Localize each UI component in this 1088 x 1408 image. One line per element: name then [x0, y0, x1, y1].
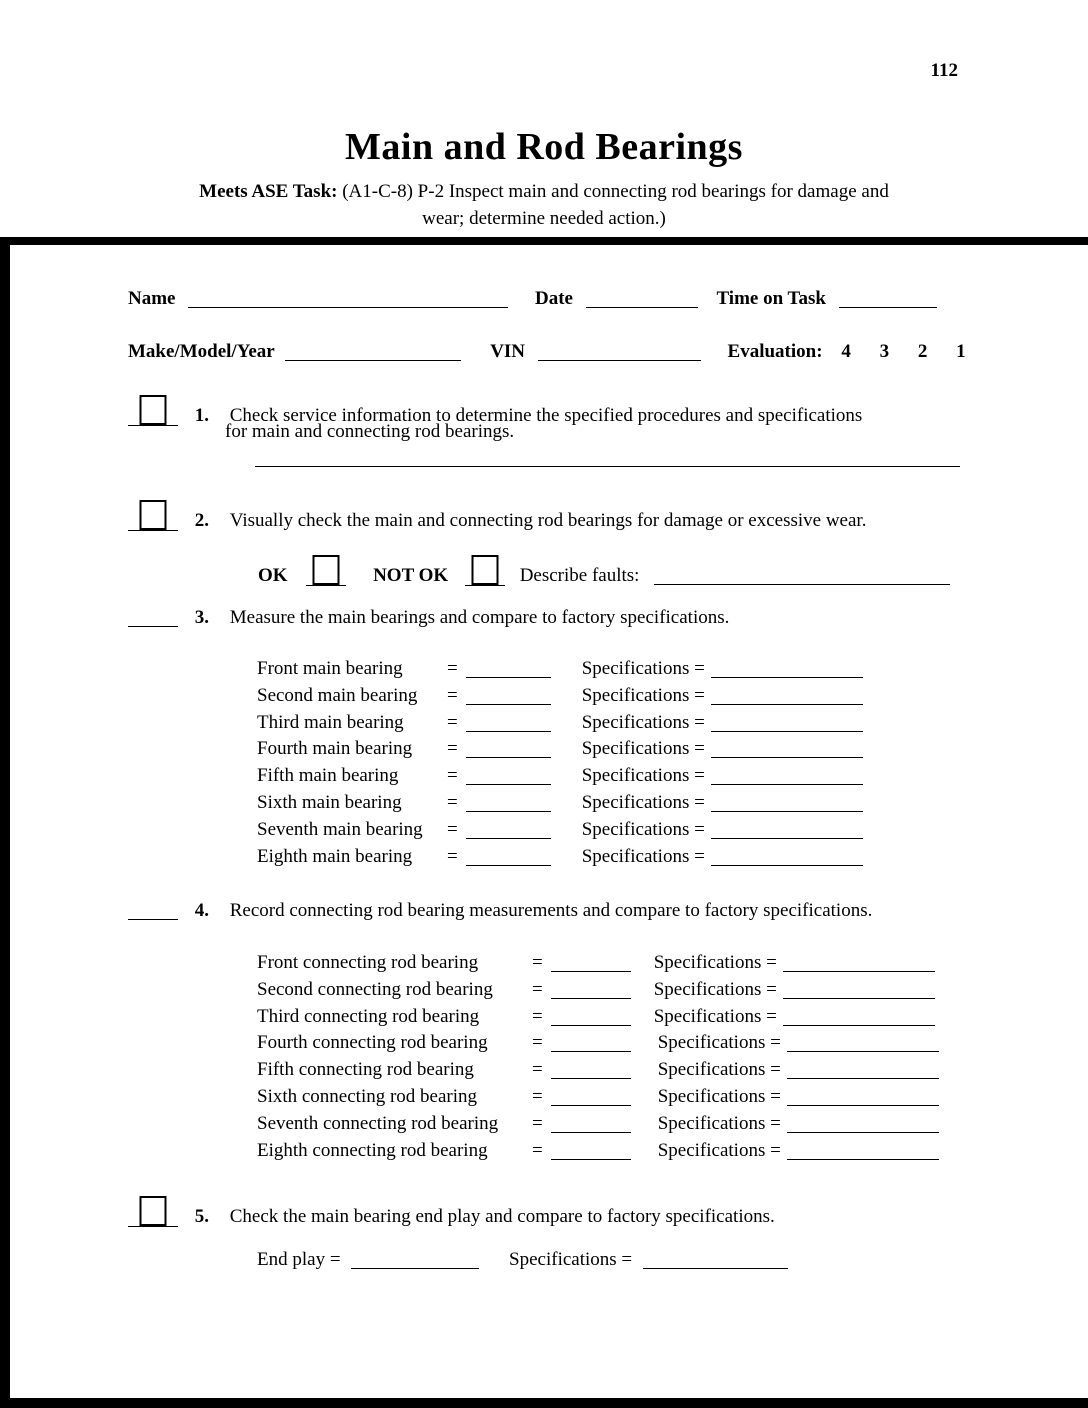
date-blank — [586, 305, 698, 308]
spec-blank — [711, 755, 863, 758]
date-label: Date — [534, 288, 573, 309]
ase-task-text-line2: wear; determine needed action.) — [422, 208, 666, 229]
task-2-checkbox — [140, 500, 167, 530]
spec-blank — [783, 1023, 935, 1026]
evaluation-score-4: 4 — [841, 341, 851, 362]
not-ok-checkbox-line — [465, 551, 505, 586]
task-5-header — [128, 1192, 775, 1230]
divider-rule — [0, 237, 1088, 245]
end-play-blank — [351, 1266, 479, 1269]
not-ok-label: NOT OK — [373, 565, 449, 586]
main-bearing-row: Second main bearing = Specifications = — [257, 683, 863, 710]
measurement-blank — [466, 782, 551, 785]
task-5-number: 5. — [194, 1206, 209, 1227]
spec-blank — [711, 782, 863, 785]
rod-bearing-row: Fifth connecting rod bearing = Specifications = — [257, 1057, 939, 1084]
task-2-number: 2. — [194, 510, 209, 531]
task-5-checkbox-line — [128, 1192, 178, 1227]
evaluation-label: Evaluation: — [727, 341, 823, 362]
task-1-number: 1. — [194, 405, 209, 426]
spec-blank — [787, 1103, 939, 1106]
task-2-text: Visually check the main and connecting rod bearings for damage or excessive wear. — [229, 510, 867, 531]
spec-blank — [711, 809, 863, 812]
rod-bearing-row: Second connecting rod bearing = Specifications = — [257, 977, 939, 1004]
name-label: Name — [128, 288, 176, 309]
not-ok-checkbox — [471, 555, 498, 585]
vehicle-line — [128, 339, 966, 365]
ok-checkbox — [313, 555, 340, 585]
ok-label: OK — [258, 565, 288, 586]
spec-blank — [787, 1076, 939, 1079]
time-on-task-blank — [839, 305, 937, 308]
spec-blank — [711, 702, 863, 705]
ok-checkbox-line — [306, 551, 346, 586]
measurement-blank — [551, 1130, 631, 1133]
describe-faults-blank — [654, 582, 950, 585]
end-play-line — [257, 1247, 788, 1273]
task-1-text-line2: for main and connecting rod bearings. — [225, 421, 515, 442]
rod-bearing-list — [257, 950, 939, 1164]
task-4-text: Record connecting rod bearing measurements and compare to factory specifications. — [229, 900, 873, 921]
task-3-text: Measure the main bearings and compare to factory specifications. — [229, 607, 730, 628]
task-4-number: 4. — [194, 900, 209, 921]
measurement-blank — [466, 809, 551, 812]
task-1-checkbox-line — [128, 391, 178, 426]
ase-task-line — [0, 179, 1088, 205]
evaluation-score-2: 2 — [917, 341, 928, 362]
end-play-spec-blank — [643, 1266, 788, 1269]
page-number: 112 — [930, 60, 958, 81]
describe-faults-label: Describe faults: — [519, 565, 640, 586]
spec-blank — [711, 836, 863, 839]
measurement-blank — [466, 863, 551, 866]
measurement-blank — [466, 836, 551, 839]
measurement-blank — [551, 1157, 631, 1160]
end-play-spec-label: Specifications = — [509, 1249, 633, 1270]
make-model-year-label: Make/Model/Year — [128, 341, 275, 362]
name-blank — [188, 305, 508, 308]
rod-bearing-row: Eighth connecting rod bearing = Specifications = — [257, 1138, 939, 1165]
spec-blank — [711, 729, 863, 732]
measurement-blank — [551, 996, 631, 999]
measurement-blank — [551, 1076, 631, 1079]
spec-blank — [787, 1130, 939, 1133]
spec-blank — [711, 863, 863, 866]
main-bearing-row: Sixth main bearing = Specifications = — [257, 790, 863, 817]
measurement-blank — [466, 755, 551, 758]
main-bearing-row: Third main bearing = Specifications = — [257, 710, 863, 737]
task-2-ok-line — [258, 551, 950, 589]
main-bearing-row: Fifth main bearing = Specifications = — [257, 763, 863, 790]
measurement-blank — [466, 729, 551, 732]
ase-task-text: (A1-C-8) P-2 Inspect main and connecting rod bearings for damage and — [342, 181, 889, 202]
spec-blank — [787, 1157, 939, 1160]
end-play-label: End play = — [257, 1249, 341, 1270]
task-4-blank-line — [128, 917, 178, 920]
vin-blank — [538, 358, 701, 361]
measurement-blank — [551, 1103, 631, 1106]
make-model-year-blank — [285, 358, 461, 361]
task-2-checkbox-line — [128, 496, 178, 531]
spec-blank — [787, 1049, 939, 1052]
time-on-task-label: Time on Task — [716, 288, 826, 309]
task-1-answer-blank — [255, 466, 960, 467]
rod-bearing-row: Front connecting rod bearing = Specifications = — [257, 950, 939, 977]
evaluation-score-1: 1 — [956, 341, 966, 362]
task-3-blank-line — [128, 624, 178, 627]
spec-blank — [783, 969, 935, 972]
spec-blank — [711, 675, 863, 678]
vin-label: VIN — [490, 341, 526, 362]
measurement-blank — [551, 1049, 631, 1052]
task-4-header — [128, 898, 872, 924]
main-bearing-row: Seventh main bearing = Specifications = — [257, 817, 863, 844]
rod-bearing-row: Sixth connecting rod bearing = Specifications = — [257, 1084, 939, 1111]
name-date-line — [128, 286, 937, 312]
task-5-text: Check the main bearing end play and compare to factory specifications. — [229, 1206, 775, 1227]
rod-bearing-row: Fourth connecting rod bearing = Specifications = — [257, 1030, 939, 1057]
task-5-checkbox — [140, 1196, 167, 1226]
evaluation-score-3: 3 — [879, 341, 890, 362]
measurement-blank — [551, 969, 631, 972]
main-bearing-list — [257, 656, 863, 870]
main-bearing-row: Front main bearing = Specifications = — [257, 656, 863, 683]
rod-bearing-row: Seventh connecting rod bearing = Specifications = — [257, 1111, 939, 1138]
task-1-checkbox — [140, 395, 167, 425]
measurement-blank — [466, 702, 551, 705]
task-3-number: 3. — [194, 607, 209, 628]
bottom-border-bar — [0, 1398, 1088, 1408]
page-title: Main and Rod Bearings — [345, 126, 743, 168]
rod-bearing-row: Third connecting rod bearing = Specifications = — [257, 1004, 939, 1031]
ase-task-label: Meets ASE Task: — [199, 181, 338, 202]
task-3-header — [128, 605, 729, 631]
task-1-text: Check service information to determine the specified procedures and specifications — [229, 405, 863, 426]
spec-blank — [783, 996, 935, 999]
main-bearing-row: Fourth main bearing = Specifications = — [257, 736, 863, 763]
left-border-bar — [0, 237, 10, 1408]
main-bearing-row: Eighth main bearing = Specifications = — [257, 844, 863, 871]
measurement-blank — [551, 1023, 631, 1026]
measurement-blank — [466, 675, 551, 678]
task-2-header — [128, 496, 866, 534]
